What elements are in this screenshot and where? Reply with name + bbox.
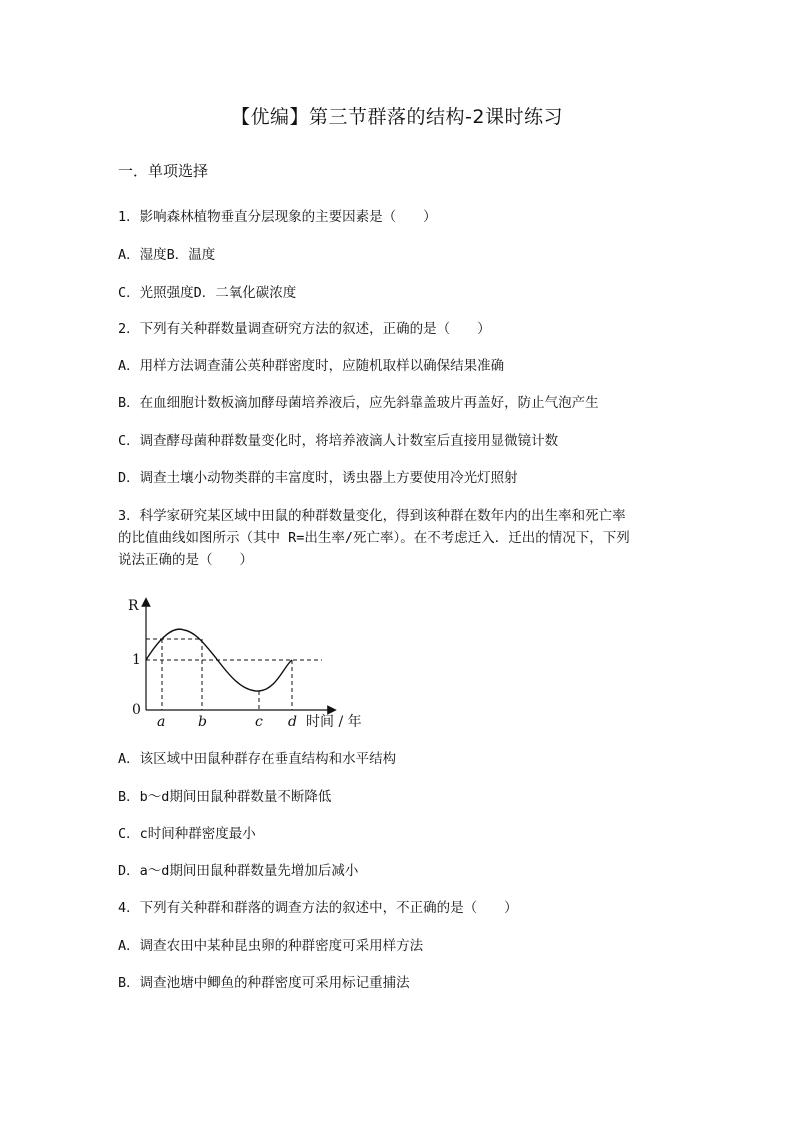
question-3-option-d: D．a～d期间田鼠种群数量先增加后减小 (118, 863, 359, 879)
question-3-option-b: B．b～d期间田鼠种群数量不断降低 (118, 789, 332, 805)
question-3-option-c: C．c时间种群密度最小 (118, 826, 256, 842)
question-1-options-cd: C．光照强度D．二氧化碳浓度 (118, 285, 297, 301)
y-axis-label: R (128, 598, 139, 614)
x-tick-b: b (198, 714, 207, 730)
question-4-stem: 4．下列有关种群和群落的调查方法的叙述中，不正确的是（ ） (118, 900, 518, 916)
x-axis-label: 时间 / 年 (306, 714, 362, 730)
question-3-stem (118, 505, 688, 571)
section-heading: 一．单项选择 (118, 162, 209, 180)
question-3-option-a: A．该区域中田鼠种群存在垂直结构和水平结构 (118, 751, 397, 767)
r-ratio-graph (126, 596, 386, 730)
y-tick-1: 1 (132, 652, 141, 668)
document-title: 【优编】第三节群落的结构-2课时练习 (231, 106, 563, 128)
question-2-stem: 2．下列有关种群数量调查研究方法的叙述，正确的是（ ） (118, 321, 491, 337)
question-4-option-b: B．调查池塘中鲫鱼的种群密度可采用标记重捕法 (118, 975, 410, 991)
question-2-option-c: C．调查酵母菌种群数量变化时，将培养液滴人计数室后直接用显微镜计数 (118, 433, 559, 449)
x-tick-c: c (255, 714, 263, 730)
question-2-option-a: A．用样方法调查蒲公英种群密度时，应随机取样以确保结果准确 (118, 358, 505, 374)
question-1-stem: 1．影响森林植物垂直分层现象的主要因素是（ ） (118, 209, 437, 225)
x-tick-a: a (157, 714, 166, 730)
question-4-option-a: A．调查农田中某种昆虫卵的种群密度可采用样方法 (118, 938, 424, 954)
x-tick-d: d (288, 714, 297, 730)
question-3-stem-line-2: 的比值曲线如图所示（其中 R=出生率/死亡率）。在不考虑迁入．迁出的情况下，下列 (118, 530, 630, 546)
question-2-option-b: B．在血细胞计数板滴加酵母菌培养液后，应先斜靠盖玻片再盖好，防止气泡产生 (118, 395, 599, 411)
question-1-options-ab: A．湿度B．温度 (118, 247, 216, 263)
question-2-option-d: D．调查土壤小动物类群的丰富度时，诱虫器上方要使用冷光灯照射 (118, 470, 518, 486)
origin-label: 0 (132, 702, 141, 718)
question-3-stem-line-1: 3．科学家研究某区域中田鼠的种群数量变化，得到该种群在数年内的出生率和死亡率 (118, 508, 626, 524)
question-3-stem-line-3: 说法正确的是（ ） (118, 552, 253, 568)
